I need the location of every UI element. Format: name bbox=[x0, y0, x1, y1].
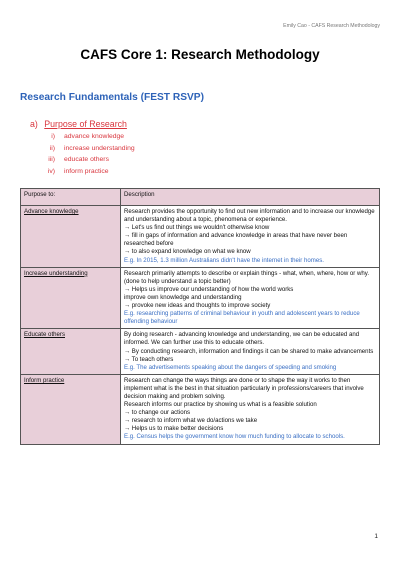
row-label: Educate others bbox=[21, 329, 121, 374]
list-item bbox=[38, 154, 135, 166]
row-label: Advance knowledge bbox=[21, 206, 121, 268]
list-item-number: iv) bbox=[47, 167, 55, 175]
row-description bbox=[121, 206, 380, 268]
description-line: By doing research - advancing knowledge and understanding, we can be educated and informed. We can further use this to educate others. bbox=[124, 331, 360, 347]
example-text: E.g. Census helps the government know how much funding to allocate to schools. bbox=[124, 433, 345, 441]
description-line: → Helps us to make better decisions bbox=[124, 425, 224, 433]
section-title: Research Fundamentals (FEST RSVP) bbox=[20, 92, 204, 103]
description-line: Research informs our practice by showing us what is a feasible solution bbox=[124, 401, 317, 409]
list-item bbox=[38, 131, 135, 143]
table-row bbox=[21, 329, 380, 374]
purpose-table bbox=[20, 188, 380, 445]
list-item bbox=[38, 143, 135, 155]
description-line: → To teach others bbox=[124, 355, 174, 363]
example-text: E.g. researching patterns of criminal behaviour in youth and adolescent years to reduce offending behaviour bbox=[124, 310, 360, 326]
table-row bbox=[21, 374, 380, 444]
description-line: → to also expand knowledge on what we know bbox=[124, 248, 251, 256]
column-header-purpose: Purpose to: bbox=[21, 189, 121, 206]
page-number: 1 bbox=[374, 533, 378, 540]
description-line: → Let's us find out things we wouldn't otherwise know bbox=[124, 224, 270, 232]
purposes-list bbox=[38, 131, 135, 177]
list-item-number: ii) bbox=[49, 144, 55, 152]
sub-heading-text: Purpose of Research bbox=[44, 119, 127, 129]
list-item-number: i) bbox=[51, 133, 55, 140]
description-line: Research can change the ways things are done or to shape the way it works to then implement what is the best in that situation particularly in professions/careers that involve decision making and problem solving. bbox=[124, 376, 364, 400]
example-text: E.g. The advertisements speaking about the dangers of speeding and smoking bbox=[124, 363, 337, 371]
list-item-text: inform practice bbox=[64, 167, 109, 175]
column-header-description: Description bbox=[121, 189, 380, 206]
row-description bbox=[121, 329, 380, 374]
table-row bbox=[21, 206, 380, 268]
list-item-number: iii) bbox=[48, 156, 55, 163]
description-line: → fill in gaps of information and advance knowledge in areas that have never been researched before bbox=[124, 232, 348, 248]
sub-heading-letter: a) bbox=[30, 119, 38, 129]
list-item-text: educate others bbox=[64, 156, 109, 163]
page-title: CAFS Core 1: Research Methodology bbox=[80, 47, 320, 62]
description-line: → Helps us improve our understanding of how the world works bbox=[124, 285, 294, 293]
description-line: improve own knowledge and understanding bbox=[124, 293, 242, 301]
list-item bbox=[38, 166, 135, 178]
description-line: → provoke new ideas and thoughts to improve society bbox=[124, 302, 271, 310]
description-line: → to change our actions bbox=[124, 409, 191, 417]
table-header-row bbox=[21, 189, 380, 206]
row-label: Increase understanding bbox=[21, 267, 121, 329]
description-line: → By conducting research, information and findings it can be shared to make advancements bbox=[124, 347, 374, 355]
list-item-text: advance knowledge bbox=[64, 133, 125, 140]
table-row bbox=[21, 267, 380, 329]
running-header: Emily Cao - CAFS Research Methodology bbox=[283, 23, 380, 29]
row-label: Inform practice bbox=[21, 374, 121, 444]
example-text: E.g. In 2015, 1.3 million Australians didn't have the internet in their homes. bbox=[124, 256, 325, 264]
sub-heading bbox=[30, 119, 127, 129]
description-line: Research primarily attempts to describe or explain things - what, when, where, how or why. (done to help understand a topic better) bbox=[124, 269, 370, 285]
description-line: Research provides the opportunity to find out new information and to increase our knowledge and understanding about a topic, phenomena or experience. bbox=[124, 208, 375, 224]
row-description bbox=[121, 267, 380, 329]
list-item-text: increase understanding bbox=[64, 144, 135, 152]
row-description bbox=[121, 374, 380, 444]
description-line: → research to inform what we do/actions we take bbox=[124, 417, 258, 425]
